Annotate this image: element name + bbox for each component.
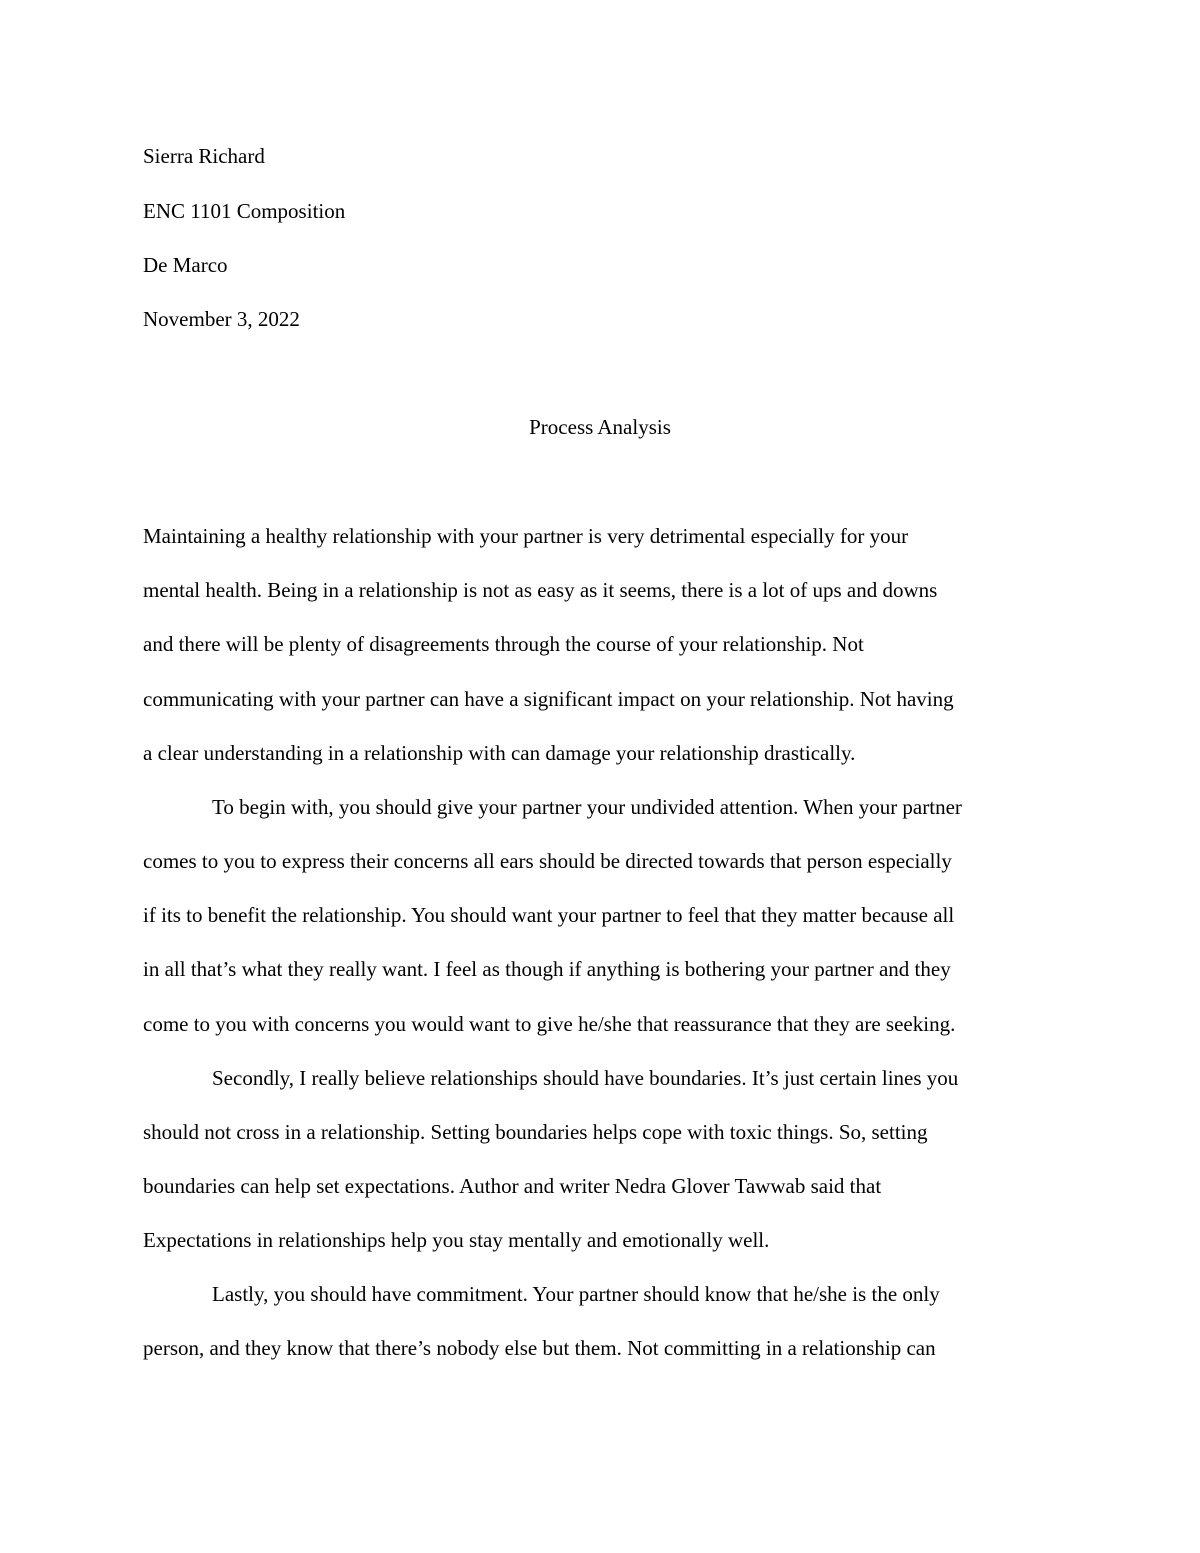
body-line: if its to benefit the relationship. You should want your partner to feel that they matter because all	[143, 903, 955, 927]
body-line: Maintaining a healthy relationship with your partner is very detrimental especially for your	[143, 524, 909, 548]
body-line: and there will be plenty of disagreements through the course of your relationship. Not	[143, 632, 864, 656]
body-line: mental health. Being in a relationship is not as easy as it seems, there is a lot of ups and downs	[143, 578, 938, 602]
essay-date: November 3, 2022	[143, 307, 300, 331]
body-line: person, and they know that there’s nobody else but them. Not committing in a relationship can	[143, 1336, 936, 1360]
body-line: should not cross in a relationship. Setting boundaries helps cope with toxic things. So, setting	[143, 1120, 928, 1144]
instructor-name: De Marco	[143, 253, 228, 277]
body-line: Expectations in relationships help you stay mentally and emotionally well.	[143, 1228, 770, 1252]
body-line: a clear understanding in a relationship with can damage your relationship drastically.	[143, 741, 856, 765]
body-line: comes to you to express their concerns all ears should be directed towards that person especially	[143, 849, 952, 873]
author-name: Sierra Richard	[143, 144, 265, 168]
course-name: ENC 1101 Composition	[143, 199, 346, 223]
body-line: come to you with concerns you would want to give he/she that reassurance that they are seeking.	[143, 1012, 956, 1036]
body-line: communicating with your partner can have a significant impact on your relationship. Not having	[143, 687, 954, 711]
body-line: Lastly, you should have commitment. Your partner should know that he/she is the only	[212, 1282, 940, 1306]
body-line: Secondly, I really believe relationships should have boundaries. It’s just certain lines you	[212, 1066, 959, 1090]
essay-title: Process Analysis	[529, 415, 671, 439]
body-line: boundaries can help set expectations. Author and writer Nedra Glover Tawwab said that	[143, 1174, 882, 1198]
body-line: in all that’s what they really want. I feel as though if anything is bothering your partner and they	[143, 957, 951, 981]
body-line: To begin with, you should give your partner your undivided attention. When your partner	[212, 795, 962, 819]
